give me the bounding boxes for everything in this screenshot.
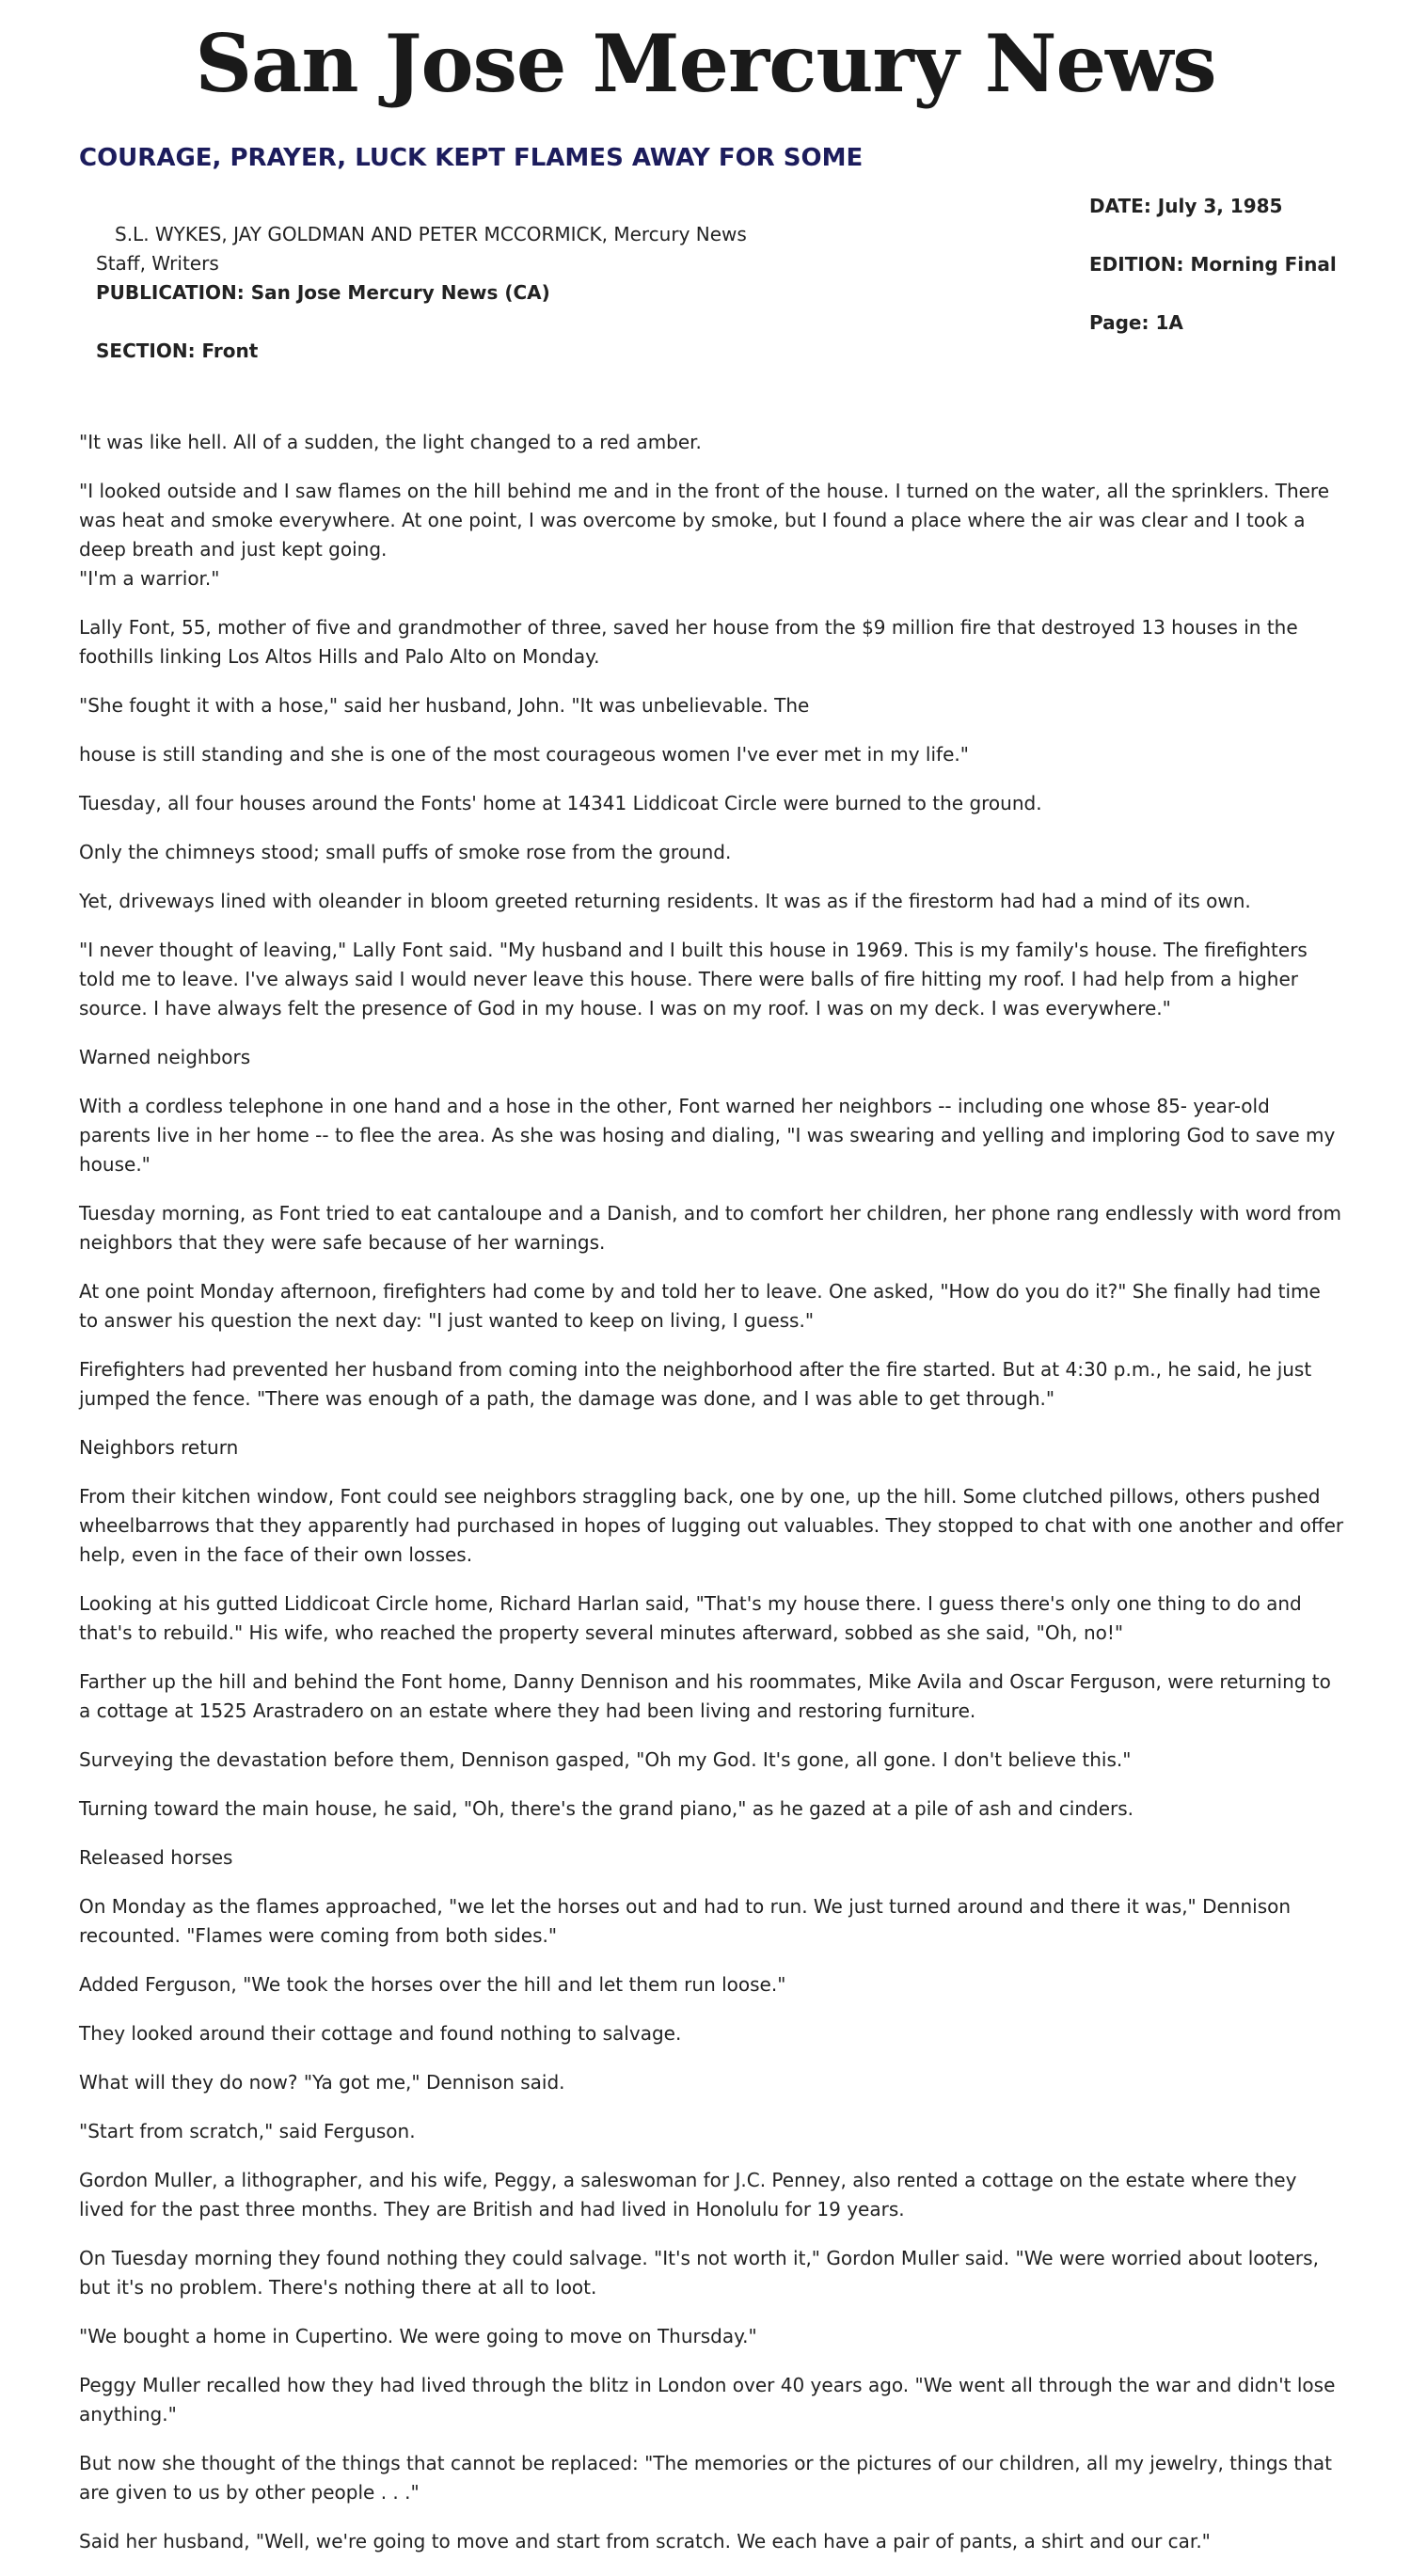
byline-publication: PUBLICATION: San Jose Mercury News (CA): [96, 281, 550, 304]
article-paragraph: Lally Font, 55, mother of five and grandmother of three, saved her house from the $9 million fire that destroyed 13 houses in the foothills linking Los Altos Hills and Palo Alto on Monday.: [79, 616, 1298, 668]
article-paragraph: On Tuesday morning they found nothing they could salvage. "It's not worth it," Gordon Muller said. "We were worried about looters, but it's no problem. There's nothing there at all to loot.: [79, 2247, 1319, 2299]
article-paragraph: Yet, driveways lined with oleander in bloom greeted returning residents. It was as if the firestorm had had a mind of its own.: [79, 890, 1251, 912]
article-paragraph: Only the chimneys stood; small puffs of smoke rose from the ground.: [79, 841, 732, 863]
article-paragraph: Said her husband, "Well, we're going to move and start from scratch. We each have a pair of pants, a shirt and our car.": [79, 2530, 1211, 2552]
article-paragraph: With a cordless telephone in one hand and a hose in the other, Font warned her neighbors -- including one whose 85- year-old parents live in her home -- to flee the area. As she was hosing and dialing, "I was swearing and yelling and imploring God to save my house.": [79, 1095, 1336, 1176]
article-body: [79, 428, 1344, 2576]
article-meta: [1089, 190, 1390, 365]
article-paragraph: Surveying the devastation before them, Dennison gasped, "Oh my God. It's gone, all gone. I don't believe this.": [79, 1748, 1132, 1771]
article-paragraph: "I never thought of leaving," Lally Font said. "My husband and I built this house in 1969. This is my family's house. The firefighters told me to leave. I've always said I would never leave this house. There were balls of fire hitting my roof. I had help from a higher source. I have always felt the presence of God in my house. I was on my roof. I was on my deck. I was everywhere.": [79, 939, 1308, 1019]
article-paragraph: Looking at his gutted Liddicoat Circle home, Richard Harlan said, "That's my house there. I guess there's only one thing to do and that's to rebuild." His wife, who reached the property several minutes afterward, sobbed as she said, "Oh, no!": [79, 1592, 1302, 1644]
article-paragraph: They looked around their cottage and found nothing to salvage.: [79, 2022, 682, 2045]
byline-section: SECTION: Front: [96, 340, 259, 362]
article-paragraph: Added Ferguson, "We took the horses over the hill and let them run loose.": [79, 1973, 786, 1996]
section-subhead: Neighbors return: [79, 1436, 239, 1459]
article-byline: [96, 220, 754, 366]
article-date: DATE: July 3, 1985: [1089, 195, 1283, 217]
article-paragraph: "It was like hell. All of a sudden, the light changed to a red amber.: [79, 431, 702, 453]
article-paragraph: What will they do now? "Ya got me," Dennison said.: [79, 2071, 565, 2094]
section-subhead: Released horses: [79, 1846, 233, 1869]
article-paragraph: Peggy Muller recalled how they had lived through the blitz in London over 40 years ago. "We went all through the war and didn't lose anything.": [79, 2374, 1336, 2426]
article-edition: EDITION: Morning Final: [1089, 253, 1337, 276]
article-paragraph: From their kitchen window, Font could see neighbors straggling back, one by one, up the hill. Some clutched pillows, others pushed wheelbarrows that they apparently had purchased in hopes of lugging out valuables. They stopped to chat with one another and offer help, even in the face of their own losses.: [79, 1485, 1344, 1566]
article-paragraph: Farther up the hill and behind the Font home, Danny Dennison and his roommates, Mike Avila and Oscar Ferguson, were returning to a cottage at 1525 Arastradero on an estate where they had been living and restoring furniture.: [79, 1670, 1331, 1722]
article-paragraph: Gordon Muller, a lithographer, and his wife, Peggy, a saleswoman for J.C. Penney, also rented a cottage on the estate where they lived for the past three months. They are British and had lived in Honolulu for 19 years.: [79, 2169, 1297, 2220]
article-paragraph: house is still standing and she is one of the most courageous women I've ever met in my life.": [79, 743, 969, 766]
article-paragraph: On Monday as the flames approached, "we let the horses out and had to run. We just turned around and there it was," Dennison recounted. "Flames were coming from both sides.": [79, 1895, 1292, 1947]
article-page: Page: 1A: [1089, 311, 1183, 334]
article-paragraph: "Start from scratch," said Ferguson.: [79, 2120, 416, 2142]
article-paragraph: At one point Monday afternoon, firefighters had come by and told her to leave. One asked, "How do you do it?" She finally had time to answer his question the next day: "I just wanted to keep on living, I guess.": [79, 1280, 1321, 1332]
article-paragraph: But now she thought of the things that cannot be replaced: "The memories or the pictures of our children, all my jewelry, things that are given to us by other people . . .": [79, 2452, 1333, 2504]
article-paragraph: "She fought it with a hose," said her husband, John. "It was unbelievable. The: [79, 694, 810, 717]
article-paragraph: Firefighters had prevented her husband from coming into the neighborhood after the fire started. But at 4:30 p.m., he said, he just jumped the fence. "There was enough of a path, the damage was done, and I was able to get through.": [79, 1358, 1312, 1410]
article-paragraph: "I looked outside and I saw flames on the hill behind me and in the front of the house. I turned on the water, all the sprinklers. There was heat and smoke everywhere. At one point, I was overcome by smoke, but I found a place where the air was clear and I took a deep breath and just kept going.: [79, 480, 1330, 561]
section-subhead: Warned neighbors: [79, 1046, 251, 1068]
byline-authors: S.L. WYKES, JAY GOLDMAN AND PETER MCCORMICK, Mercury News Staff, Writers: [96, 223, 747, 275]
article-paragraph: Tuesday morning, as Font tried to eat cantaloupe and a Danish, and to comfort her children, her phone rang endlessly with word from neighbors that they were safe because of her warnings.: [79, 1202, 1341, 1254]
article-headline: COURAGE, PRAYER, LUCK KEPT FLAMES AWAY FOR SOME: [79, 144, 864, 172]
article-paragraph: "We bought a home in Cupertino. We were going to move on Thursday.": [79, 2325, 757, 2347]
article-paragraph: "I'm a warrior.": [79, 567, 220, 590]
masthead-logo: San Jose Mercury News: [195, 17, 1216, 110]
article-paragraph: Tuesday, all four houses around the Fonts' home at 14341 Liddicoat Circle were burned to the ground.: [79, 792, 1042, 814]
article-paragraph: Turning toward the main house, he said, "Oh, there's the grand piano," as he gazed at a pile of ash and cinders.: [79, 1797, 1134, 1820]
